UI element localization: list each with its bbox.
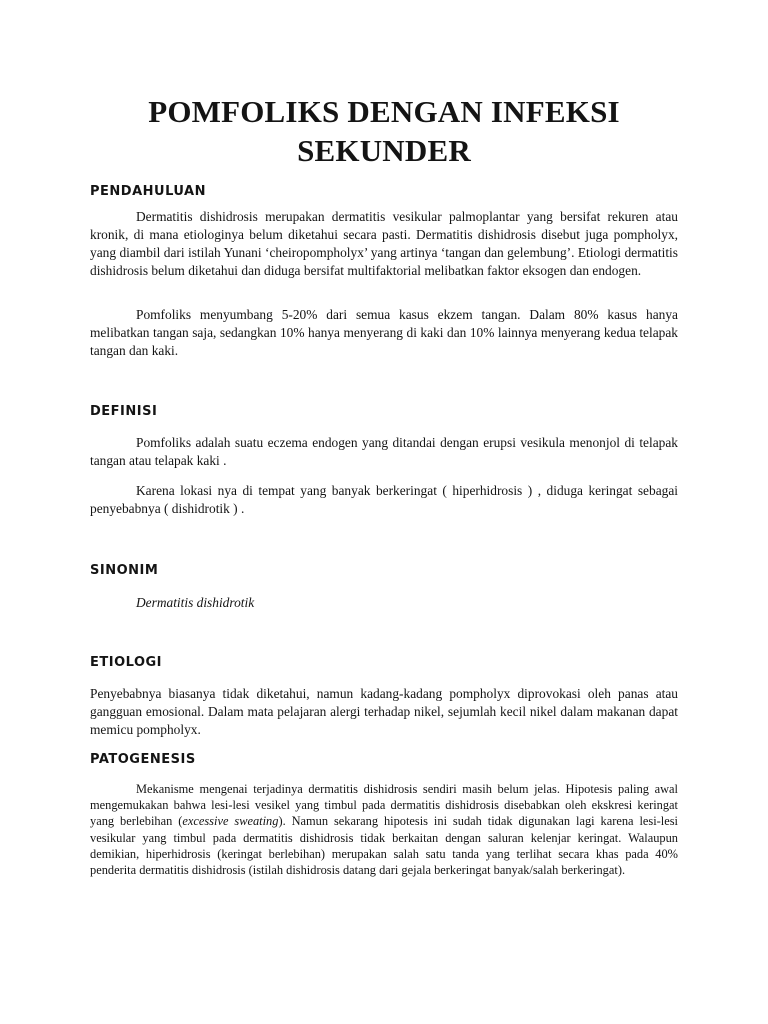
heading-etiologi: ETIOLOGI [90,655,163,670]
patogenesis-paragraph-1 [90,781,678,878]
heading-pendahuluan: PENDAHULUAN [90,184,206,199]
etiologi-paragraph-1: Penyebabnya biasanya tidak diketahui, namun kadang-kadang pompholyx diprovokasi oleh panas atau gangguan emosional. Dalam mata pelajaran alergi terhadap nikel, sejumlah kecil nikel dalam makanan dapat memicu pompholyx. [90,686,678,737]
document-title [90,92,678,170]
definisi-paragraph-1: Pomfoliks adalah suatu eczema endogen yang ditandai dengan erupsi vesikula menonjol di telapak tangan atau telapak kaki . [90,435,678,468]
patogenesis-text-end: ). Namun sekarang hipotesis ini sudah tidak digunakan lagi karena lesi-lesi vesikular yang timbul pada dermatitis dishidrosis tidak berkaitan dengan saluran kelenjar keringat. Walaupun demikian, hiperhidrosis (keringat berlebihan) merupakan salah satu tanda yang terlihat secara khas pada 40% penderita dermatitis dishidrosis (istilah dishidrosis datang dari gejala berkeringat banyak/salah berkeringat). [90,814,678,878]
patogenesis-italic-term: excessive sweating [182,814,279,829]
title-line-1: POMFOLIKS DENGAN INFEKSI [148,94,620,129]
heading-patogenesis: PATOGENESIS [90,752,196,767]
definisi-paragraph-2: Karena lokasi nya di tempat yang banyak berkeringat ( hiperhidrosis ) , diduga keringat sebagai penyebabnya ( dishidrotik ) . [90,483,678,516]
heading-sinonim: SINONIM [90,563,159,578]
title-line-2: SEKUNDER [297,133,471,168]
patogenesis-text-start: Mekanisme mengenai terjadinya dermatitis dishidrosis sendiri masih belum jelas. Hipotesis paling awal mengemukakan bahwa lesi-lesi vesikel yang timbul pada dermatitis dishidrosis disebabkan oleh ekskresi keringat yang berlebihan ( [90,782,678,829]
sinonim-text: Dermatitis dishidrotik [136,595,255,610]
pendahuluan-paragraph-2: Pomfoliks menyumbang 5-20% dari semua kasus ekzem tangan. Dalam 80% kasus hanya melibatkan tangan saja, sedangkan 10% hanya menyerang di kaki dan 10% lainnya menyerang kedua telapak tangan dan kaki. [90,307,678,358]
heading-definisi: DEFINISI [90,404,158,419]
pendahuluan-paragraph-1: Dermatitis dishidrosis merupakan dermatitis vesikular palmoplantar yang bersifat rekuren atau kronik, di mana etiologinya belum diketahui secara pasti. Dermatitis dishidrosis disebut juga pompholyx, yang diambil dari istilah Yunani ‘cheiropompholyx’ yang artinya ‘tangan dan gelembung’. Etiologi dermatitis dishidrosis belum diketahui dan diduga bersifat multifaktorial melibatkan faktor eksogen dan endogen. [90,209,678,278]
